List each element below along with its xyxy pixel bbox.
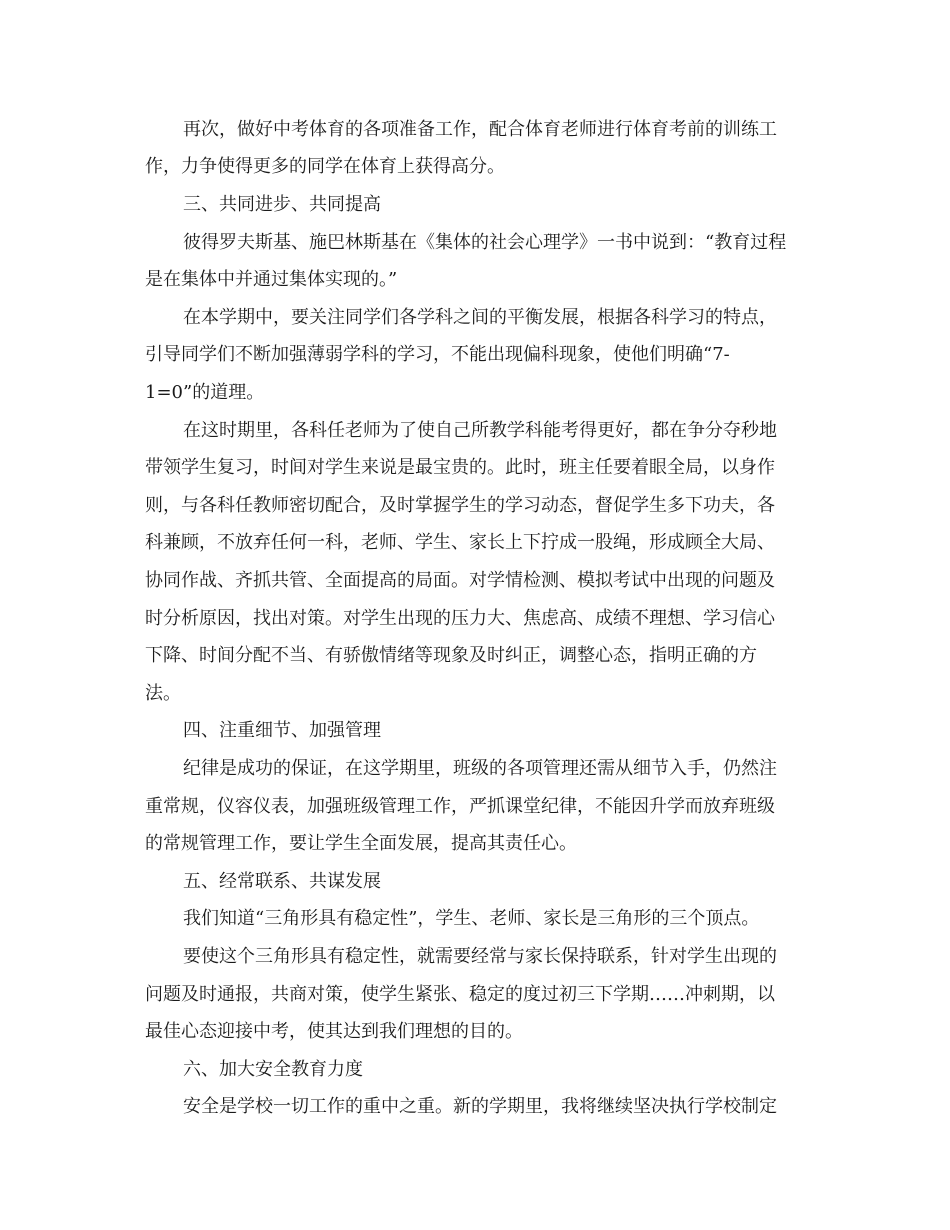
body-paragraph-line: 问题及时通报，共商对策，使学生紧张、稳定的度过初三下学期……冲刺期，以 xyxy=(145,984,775,1005)
body-paragraph-line: 纪律是成功的保证，在这学期里，班级的各项管理还需从细节入手，仍然注 xyxy=(183,758,777,779)
body-paragraph-line: 下降、时间分配不当、有骄傲情绪等现象及时纠正，调整心态，指明正确的方 xyxy=(145,645,757,666)
section-heading: 五、经常联系、共谋发展 xyxy=(183,871,381,892)
body-paragraph-line: 的常规管理工作，要让学生全面发展，提高其责任心。 xyxy=(145,833,577,854)
body-paragraph-line: 带领学生复习，时间对学生来说是最宝贵的。此时，班主任要着眼全局，以身作 xyxy=(145,457,775,478)
body-paragraph-line: 协同作战、齐抓共管、全面提高的局面。对学情检测、模拟考试中出现的问题及 xyxy=(145,570,775,591)
body-paragraph-line: 作，力争使得更多的同学在体育上获得高分。 xyxy=(145,156,505,177)
body-paragraph-line: 要使这个三角形具有稳定性，就需要经常与家长保持联系，针对学生出现的 xyxy=(183,946,777,967)
body-paragraph-line: 时分析原因，找出对策。对学生出现的压力大、焦虑高、成绩不理想、学习信心 xyxy=(145,608,775,629)
body-paragraph-line: 在这时期里，各科任老师为了使自己所教学科能考得更好，都在争分夺秒地 xyxy=(183,420,777,441)
body-paragraph-line: 1=0”的道理。 xyxy=(145,382,265,403)
section-heading: 四、注重细节、加强管理 xyxy=(183,720,381,741)
body-paragraph-line: 科兼顾，不放弃任何一科，老师、学生、家长上下拧成一股绳，形成顾全大局、 xyxy=(145,532,775,553)
body-paragraph-line: 法。 xyxy=(145,683,181,704)
section-heading: 三、共同进步、共同提高 xyxy=(183,194,381,215)
section-heading: 六、加大安全教育力度 xyxy=(183,1059,363,1080)
body-paragraph-line: 重常规，仪容仪表，加强班级管理工作，严抓课堂纪律，不能因升学而放弃班级 xyxy=(145,796,775,817)
body-paragraph-line: 安全是学校一切工作的重中之重。新的学期里，我将继续坚决执行学校制定 xyxy=(183,1096,777,1117)
body-paragraph-line: 引导同学们不断加强薄弱学科的学习，不能出现偏科现象，使他们明确“7- xyxy=(145,344,730,365)
body-paragraph-line: 我们知道“三角形具有稳定性”，学生、老师、家长是三角形的三个顶点。 xyxy=(183,908,760,929)
body-paragraph-line: 最佳心态迎接中考，使其达到我们理想的目的。 xyxy=(145,1021,523,1042)
body-paragraph-line: 再次，做好中考体育的各项准备工作，配合体育老师进行体育考前的训练工 xyxy=(183,119,777,140)
body-paragraph-line: 则，与各科任教师密切配合，及时掌握学生的学习动态，督促学生多下功夫，各 xyxy=(145,495,775,516)
body-paragraph-line: 彼得罗夫斯基、施巴林斯基在《集体的社会心理学》一书中说到：“教育过程 xyxy=(183,232,787,253)
body-paragraph-line: 是在集体中并通过集体实现的。” xyxy=(145,269,398,290)
body-paragraph-line: 在本学期中，要关注同学们各学科之间的平衡发展，根据各科学习的特点， xyxy=(183,307,777,328)
